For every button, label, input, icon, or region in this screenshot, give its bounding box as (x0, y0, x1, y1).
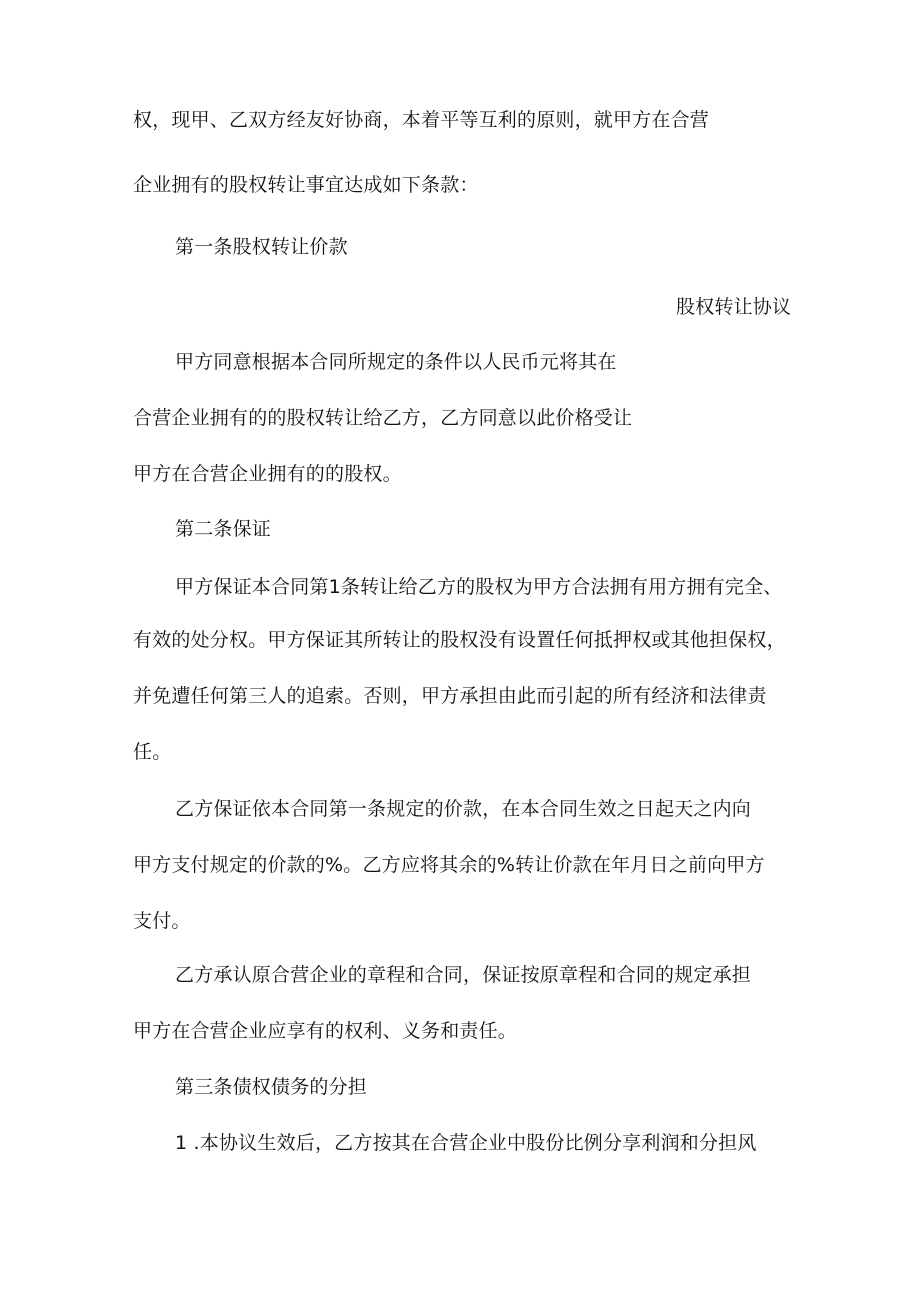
paragraph-line: 任。 (133, 741, 172, 763)
paragraph-line: 支付。 (133, 910, 191, 932)
paragraph-line: 甲方保证本合同第1条转让给乙方的股权为甲方合法拥有用方拥有完全、 (175, 576, 783, 598)
paragraph-line: 企业拥有的股权转让事宜达成如下条款： (133, 174, 479, 196)
paragraph-line: 甲方同意根据本合同所规定的条件以人民币元将其在 (175, 351, 617, 373)
paragraph-line: 乙方保证依本合同第一条规定的价款，在本合同生效之日起天之内向 (175, 798, 752, 820)
paragraph-line: 权，现甲、乙双方经友好协商，本着平等互利的原则，就甲方在合营 (133, 109, 710, 131)
paragraph-line: 合营企业拥有的的股权转让给乙方，乙方同意以此价格受让 (133, 407, 633, 429)
paragraph-line: 甲方在合营企业应享有的权利、义务和责任。 (133, 1020, 518, 1042)
section-heading: 第一条股权转让价款 (175, 236, 348, 258)
paragraph-line: 乙方承认原合营企业的章程和合同，保证按原章程和合同的规定承担 (175, 964, 752, 986)
paragraph-line: 甲方支付规定的价款的%。乙方应将其余的%转让价款在年月日之前向甲方 (133, 854, 765, 876)
paragraph-line: 并免遭任何第三人的追索。否则，甲方承担由此而引起的所有经济和法律责 (133, 685, 767, 707)
section-heading: 第二条保证 (175, 518, 272, 540)
section-heading: 第三条债权债务的分担 (175, 1076, 368, 1098)
paragraph-line: 有效的处分权。甲方保证其所转让的股权没有设置任何抵押权或其他担保权， (133, 629, 786, 651)
document-title: 股权转让协议 (676, 296, 792, 318)
paragraph-line: 1 .本协议生效后，乙方按其在合营企业中股份比例分享利润和分担风 (175, 1132, 757, 1154)
paragraph-line: 甲方在合营企业拥有的的股权。 (133, 463, 402, 485)
